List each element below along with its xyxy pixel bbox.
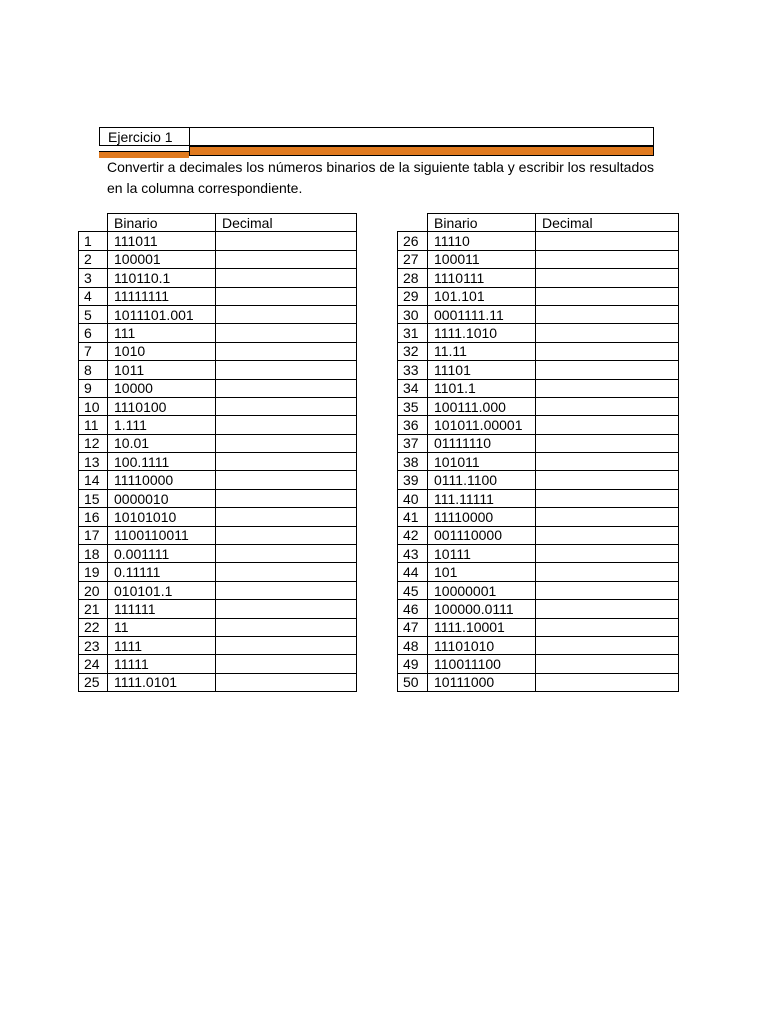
- table-row: [79, 508, 357, 526]
- header-frame: [99, 127, 654, 146]
- binary-value: 101011.00001: [428, 416, 536, 434]
- row-number: 39: [398, 471, 428, 489]
- row-number: 16: [79, 508, 108, 526]
- table-row: [398, 342, 679, 360]
- decimal-answer-cell[interactable]: [536, 232, 679, 250]
- table-row: [79, 581, 357, 599]
- decimal-answer-cell[interactable]: [536, 305, 679, 323]
- decimal-answer-cell[interactable]: [536, 526, 679, 544]
- binary-value: 11.11: [428, 342, 536, 360]
- binary-value: 0.001111: [108, 545, 216, 563]
- binary-table-2: [397, 213, 679, 692]
- row-number: 12: [79, 434, 108, 452]
- table-row: [398, 526, 679, 544]
- binary-value: 101: [428, 563, 536, 581]
- table-row: [398, 545, 679, 563]
- binary-value: 1.111: [108, 416, 216, 434]
- row-number: 18: [79, 545, 108, 563]
- binary-value: 101011: [428, 453, 536, 471]
- table-header-row: [398, 214, 679, 232]
- binary-value: 01111110: [428, 434, 536, 452]
- decimal-answer-cell[interactable]: [536, 342, 679, 360]
- table-row: [79, 305, 357, 323]
- decimal-answer-cell[interactable]: [216, 269, 357, 287]
- binary-value: 110011100: [428, 655, 536, 673]
- instructions-text: Convertir a decimales los números binarios de la siguiente tabla y escribir los resultados en la columna correspondiente.: [107, 159, 655, 196]
- decimal-answer-cell[interactable]: [216, 489, 357, 507]
- table-row: [398, 618, 679, 636]
- binary-value: 1111.0101: [108, 673, 216, 691]
- binary-value: 11111: [108, 655, 216, 673]
- table-row: [79, 342, 357, 360]
- row-number: 30: [398, 305, 428, 323]
- row-number: 29: [398, 287, 428, 305]
- header-decimal: Decimal: [216, 214, 357, 232]
- decimal-answer-cell[interactable]: [536, 361, 679, 379]
- binary-value: 1011101.001: [108, 305, 216, 323]
- table-row: [79, 545, 357, 563]
- header-binario: Binario: [428, 214, 536, 232]
- table-row: [398, 508, 679, 526]
- row-number: 33: [398, 361, 428, 379]
- decimal-answer-cell[interactable]: [216, 232, 357, 250]
- decimal-answer-cell[interactable]: [536, 379, 679, 397]
- binary-value: 100111.000: [428, 397, 536, 415]
- binary-value: 100000.0111: [428, 600, 536, 618]
- decimal-answer-cell[interactable]: [216, 581, 357, 599]
- header-decimal: Decimal: [536, 214, 679, 232]
- binary-value: 10101010: [108, 508, 216, 526]
- decimal-answer-cell[interactable]: [216, 453, 357, 471]
- binary-value: 100011: [428, 250, 536, 268]
- row-number: 45: [398, 581, 428, 599]
- binary-value: 11101010: [428, 636, 536, 654]
- row-number: 42: [398, 526, 428, 544]
- row-number: 20: [79, 581, 108, 599]
- row-number: 1: [79, 232, 108, 250]
- table-row: [79, 453, 357, 471]
- decimal-answer-cell[interactable]: [536, 618, 679, 636]
- table-row: [398, 471, 679, 489]
- row-number: 32: [398, 342, 428, 360]
- row-number: 8: [79, 361, 108, 379]
- table-row: [79, 673, 357, 691]
- row-number: 2: [79, 250, 108, 268]
- row-number: 15: [79, 489, 108, 507]
- binary-value: 1011: [108, 361, 216, 379]
- binary-value: 1110111: [428, 269, 536, 287]
- table-row: [79, 379, 357, 397]
- decimal-answer-cell[interactable]: [536, 655, 679, 673]
- table-row: [79, 287, 357, 305]
- decimal-answer-cell[interactable]: [216, 324, 357, 342]
- decimal-answer-cell[interactable]: [216, 673, 357, 691]
- binary-value: 11101: [428, 361, 536, 379]
- binary-value: 11: [108, 618, 216, 636]
- table-row: [398, 361, 679, 379]
- corner-cell: [398, 214, 428, 232]
- table-row: [79, 269, 357, 287]
- exercise-header: [99, 127, 654, 158]
- row-number: 34: [398, 379, 428, 397]
- table-row: [79, 563, 357, 581]
- table-row: [79, 600, 357, 618]
- decimal-answer-cell[interactable]: [536, 563, 679, 581]
- decimal-answer-cell[interactable]: [216, 416, 357, 434]
- binary-value: 111: [108, 324, 216, 342]
- row-number: 24: [79, 655, 108, 673]
- binary-value: 10000001: [428, 581, 536, 599]
- row-number: 38: [398, 453, 428, 471]
- binary-value: 111.11111: [428, 489, 536, 507]
- decimal-answer-cell[interactable]: [216, 545, 357, 563]
- decimal-answer-cell[interactable]: [536, 324, 679, 342]
- table-row: [398, 379, 679, 397]
- row-number: 36: [398, 416, 428, 434]
- binary-value: 1010: [108, 342, 216, 360]
- binary-value: 1100110011: [108, 526, 216, 544]
- row-number: 4: [79, 287, 108, 305]
- decimal-answer-cell[interactable]: [216, 379, 357, 397]
- table-row: [398, 600, 679, 618]
- binary-value: 10111000: [428, 673, 536, 691]
- binary-value: 1111: [108, 636, 216, 654]
- binary-value: 10.01: [108, 434, 216, 452]
- decimal-answer-cell[interactable]: [216, 305, 357, 323]
- binary-value: 1101.1: [428, 379, 536, 397]
- table-row: [79, 618, 357, 636]
- row-number: 25: [79, 673, 108, 691]
- decimal-answer-cell[interactable]: [536, 600, 679, 618]
- decimal-answer-cell[interactable]: [216, 250, 357, 268]
- header-binario: Binario: [108, 214, 216, 232]
- table-row: [398, 232, 679, 250]
- table-row: [398, 416, 679, 434]
- decimal-answer-cell[interactable]: [536, 453, 679, 471]
- table-row: [79, 526, 357, 544]
- table-row: [79, 324, 357, 342]
- binary-value: 11110000: [428, 508, 536, 526]
- table-row: [79, 250, 357, 268]
- table-row: [398, 673, 679, 691]
- binary-value: 010101.1: [108, 581, 216, 599]
- binary-value: 1110100: [108, 397, 216, 415]
- row-number: 11: [79, 416, 108, 434]
- binary-value: 111011: [108, 232, 216, 250]
- binary-value: 0.11111: [108, 563, 216, 581]
- table-row: [398, 581, 679, 599]
- table-row: [398, 434, 679, 452]
- row-number: 49: [398, 655, 428, 673]
- decimal-answer-cell[interactable]: [216, 655, 357, 673]
- decimal-answer-cell[interactable]: [216, 526, 357, 544]
- binary-value: 111111: [108, 600, 216, 618]
- decimal-answer-cell[interactable]: [216, 600, 357, 618]
- row-number: 14: [79, 471, 108, 489]
- row-number: 37: [398, 434, 428, 452]
- row-number: 46: [398, 600, 428, 618]
- decimal-answer-cell[interactable]: [536, 287, 679, 305]
- decimal-answer-cell[interactable]: [536, 416, 679, 434]
- row-number: 43: [398, 545, 428, 563]
- row-number: 27: [398, 250, 428, 268]
- binary-value: 10000: [108, 379, 216, 397]
- table-header-row: [79, 214, 357, 232]
- row-number: 40: [398, 489, 428, 507]
- table-row: [79, 361, 357, 379]
- table-row: [398, 269, 679, 287]
- binary-value: 1111.1010: [428, 324, 536, 342]
- row-number: 41: [398, 508, 428, 526]
- decimal-answer-cell[interactable]: [536, 489, 679, 507]
- decimal-answer-cell[interactable]: [216, 397, 357, 415]
- binary-value: 0001111.11: [428, 305, 536, 323]
- decimal-answer-cell[interactable]: [216, 434, 357, 452]
- decimal-answer-cell[interactable]: [216, 287, 357, 305]
- table-row: [79, 636, 357, 654]
- row-number: 6: [79, 324, 108, 342]
- row-number: 22: [79, 618, 108, 636]
- decimal-answer-cell[interactable]: [216, 563, 357, 581]
- table-row: [79, 397, 357, 415]
- accent-bar-right: [189, 146, 654, 156]
- table-row: [398, 287, 679, 305]
- table-row: [79, 655, 357, 673]
- table-row: [79, 416, 357, 434]
- table-row: [398, 563, 679, 581]
- table-row: [79, 471, 357, 489]
- binary-value: 0000010: [108, 489, 216, 507]
- decimal-answer-cell[interactable]: [216, 508, 357, 526]
- decimal-answer-cell[interactable]: [536, 250, 679, 268]
- row-number: 23: [79, 636, 108, 654]
- row-number: 13: [79, 453, 108, 471]
- table-row: [398, 655, 679, 673]
- decimal-answer-cell[interactable]: [216, 636, 357, 654]
- table-row: [398, 397, 679, 415]
- row-number: 21: [79, 600, 108, 618]
- decimal-answer-cell[interactable]: [216, 471, 357, 489]
- decimal-answer-cell[interactable]: [536, 673, 679, 691]
- row-number: 48: [398, 636, 428, 654]
- decimal-answer-cell[interactable]: [536, 397, 679, 415]
- row-number: 26: [398, 232, 428, 250]
- decimal-answer-cell[interactable]: [536, 545, 679, 563]
- row-number: 31: [398, 324, 428, 342]
- binary-value: 001110000: [428, 526, 536, 544]
- decimal-answer-cell[interactable]: [536, 434, 679, 452]
- exercise-title: Ejercicio 1: [100, 128, 190, 147]
- row-number: 50: [398, 673, 428, 691]
- binary-value: 11110000: [108, 471, 216, 489]
- row-number: 3: [79, 269, 108, 287]
- row-number: 17: [79, 526, 108, 544]
- row-number: 10: [79, 397, 108, 415]
- row-number: 9: [79, 379, 108, 397]
- row-number: 7: [79, 342, 108, 360]
- decimal-answer-cell[interactable]: [536, 269, 679, 287]
- table-row: [79, 434, 357, 452]
- decimal-answer-cell[interactable]: [536, 581, 679, 599]
- binary-table-1: [78, 213, 357, 692]
- binary-value: 11110: [428, 232, 536, 250]
- binary-value: 110110.1: [108, 269, 216, 287]
- row-number: 44: [398, 563, 428, 581]
- row-number: 35: [398, 397, 428, 415]
- table-row: [398, 489, 679, 507]
- row-number: 28: [398, 269, 428, 287]
- binary-value: 101.101: [428, 287, 536, 305]
- decimal-answer-cell[interactable]: [536, 508, 679, 526]
- binary-value: 0111.1100: [428, 471, 536, 489]
- table-row: [398, 324, 679, 342]
- decimal-answer-cell[interactable]: [536, 636, 679, 654]
- table-row: [398, 305, 679, 323]
- table-row: [398, 250, 679, 268]
- row-number: 47: [398, 618, 428, 636]
- binary-value: 10111: [428, 545, 536, 563]
- binary-value: 11111111: [108, 287, 216, 305]
- table-row: [398, 636, 679, 654]
- table-row: [79, 232, 357, 250]
- binary-value: 100001: [108, 250, 216, 268]
- table-row: [79, 489, 357, 507]
- decimal-answer-cell[interactable]: [216, 342, 357, 360]
- row-number: 19: [79, 563, 108, 581]
- row-number: 5: [79, 305, 108, 323]
- decimal-answer-cell[interactable]: [216, 618, 357, 636]
- binary-value: 1111.10001: [428, 618, 536, 636]
- table-row: [398, 453, 679, 471]
- corner-cell: [79, 214, 108, 232]
- decimal-answer-cell[interactable]: [536, 471, 679, 489]
- decimal-answer-cell[interactable]: [216, 361, 357, 379]
- binary-value: 100.1111: [108, 453, 216, 471]
